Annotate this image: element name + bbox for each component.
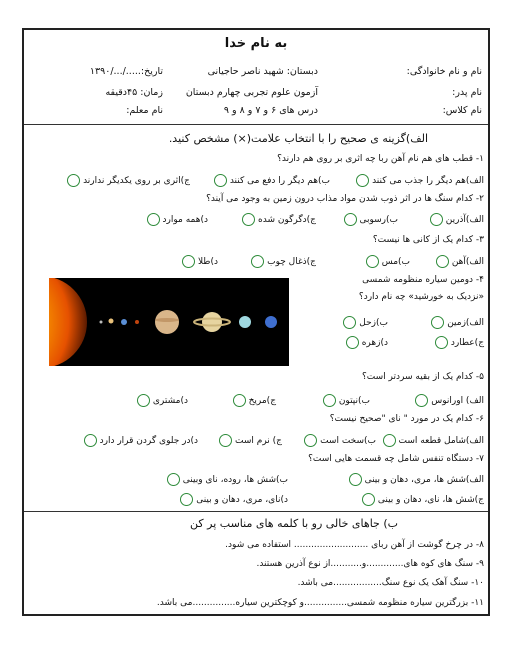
option-label: الف)آذرین	[445, 215, 484, 225]
section-b-heading: ب) جاهای خالی رو با کلمه های مناسب پر کن	[190, 517, 398, 530]
answer-circle-icon[interactable]	[182, 255, 195, 268]
fill-blank-9: ۹- سنگ های کوه های.............و...........از نوع آذرین هستند.	[256, 559, 484, 569]
option-label: ب)هم دیگر را دفع می کنند	[229, 176, 330, 186]
question-3: ۳- کدام یک از کانی ها نیست؟	[372, 235, 484, 245]
answer-circle-icon[interactable]	[242, 213, 255, 226]
option-label: ج)ذغال چوب	[267, 257, 316, 267]
q3-option-c[interactable]	[251, 255, 316, 268]
q2-option-a[interactable]	[430, 213, 484, 226]
q5-option-a[interactable]	[415, 394, 484, 407]
option-label: الف) اورانوس	[431, 396, 484, 406]
option-label: د)در جلوی گردن قرار دارد	[99, 436, 198, 446]
q3-option-a[interactable]	[436, 255, 484, 268]
q1-option-c[interactable]	[67, 174, 190, 187]
solar-system-image	[49, 278, 289, 366]
answer-circle-icon[interactable]	[147, 213, 160, 226]
answer-circle-icon[interactable]	[435, 336, 448, 349]
answer-circle-icon[interactable]	[436, 255, 449, 268]
answer-circle-icon[interactable]	[415, 394, 428, 407]
option-label: د)نای، مری، دهان و بینی	[196, 495, 288, 505]
lessons-covered: درس های ۶ و ۷ و ۸ و ۹	[223, 105, 318, 116]
answer-circle-icon[interactable]	[251, 255, 264, 268]
option-label: ج)شش ها، نای، دهان و بینی	[377, 495, 484, 505]
q4-option-b[interactable]	[343, 316, 388, 329]
option-label: الف)شش ها، مری، دهان و بینی	[364, 475, 484, 485]
q4-option-d[interactable]	[346, 336, 388, 349]
q7-option-b[interactable]	[167, 473, 288, 486]
option-label: ج) نرم است	[235, 436, 282, 446]
option-label: د)زهره	[361, 338, 388, 348]
option-label: ج)اثری بر روی یکدیگر ندارند	[83, 176, 190, 186]
question-6: ۶- کدام یک در مورد " نای "صحیح نیست؟	[329, 414, 484, 424]
exam-sheet	[22, 28, 490, 616]
question-4-sub: «نزدیک به خورشید» چه نام دارد؟	[358, 292, 484, 302]
page-title: به نام خدا	[224, 36, 288, 51]
header-divider	[24, 124, 488, 125]
section-divider	[24, 511, 488, 512]
exam-duration: زمان: ۴۵دقیقه	[105, 87, 163, 98]
q3-option-b[interactable]	[366, 255, 410, 268]
q1-option-b[interactable]	[214, 174, 330, 187]
school-name: دبستان: شهید ناصر حاجیانی	[207, 66, 318, 77]
q6-option-a[interactable]	[383, 434, 484, 447]
father-name-label: نام پدر:	[452, 87, 482, 98]
option-label: د)مشتری	[152, 396, 188, 406]
option-label: ب)سخت است	[320, 436, 376, 446]
q4-option-a[interactable]	[431, 316, 484, 329]
student-name-label: نام و نام خانوادگی:	[406, 66, 482, 77]
answer-circle-icon[interactable]	[233, 394, 246, 407]
class-name-label: نام کلاس:	[442, 105, 482, 116]
fill-blank-8: ۸- در چرخ گوشت از آهن ربای .......................... استفاده می شود.	[225, 540, 484, 550]
answer-circle-icon[interactable]	[362, 493, 375, 506]
q7-option-a[interactable]	[349, 473, 484, 486]
q2-option-b[interactable]	[344, 213, 398, 226]
answer-circle-icon[interactable]	[366, 255, 379, 268]
option-label: ب)مس	[381, 257, 410, 267]
option-label: الف)هم دیگر را جذب می کنند	[372, 176, 484, 186]
question-7: ۷- دستگاه تنفس شامل چه قسمت هایی است؟	[308, 454, 484, 464]
option-label: ب)شش ها، روده، نای وبینی	[182, 475, 288, 485]
option-label: ج)دگرگون شده	[258, 215, 316, 225]
option-label: د)همه موارد	[162, 215, 208, 225]
answer-circle-icon[interactable]	[344, 213, 357, 226]
question-1: ۱- قطب های هم نام آهن ربا چه اثری بر روی هم دارند؟	[277, 154, 484, 164]
fill-blank-11: ۱۱- بزرگترین سیاره منظومه شمسی...............و کوچکترین سیاره...............می باشد.	[156, 598, 484, 608]
answer-circle-icon[interactable]	[304, 434, 317, 447]
q7-option-c[interactable]	[362, 493, 484, 506]
answer-circle-icon[interactable]	[167, 473, 180, 486]
q2-option-d[interactable]	[147, 213, 208, 226]
q3-option-d[interactable]	[182, 255, 218, 268]
date-field: تاریخ:...../.../۱۳۹۰	[89, 66, 163, 77]
answer-circle-icon[interactable]	[84, 434, 97, 447]
question-2: ۲- کدام سنگ ها در اثر ذوب شدن مواد مذاب درون زمین به وجود می آیند؟	[206, 194, 484, 204]
option-label: ب)رسوبی	[359, 215, 398, 225]
section-a-heading: الف)گزینه ی صحیح را با انتخاب علامت(×) مشخص کنید.	[168, 132, 428, 145]
answer-circle-icon[interactable]	[430, 213, 443, 226]
option-label: ب)نپتون	[338, 396, 370, 406]
answer-circle-icon[interactable]	[323, 394, 336, 407]
fill-blank-10: ۱۰- سنگ آهک یک نوع سنگ.................می باشد.	[297, 578, 484, 588]
question-4: ۴- دومین سیاره منظومه شمسی	[362, 275, 484, 285]
option-label: الف)آهن	[451, 257, 484, 267]
option-label: ب)زحل	[359, 318, 388, 328]
exam-title: آزمون علوم تجربی چهارم دبستان	[185, 87, 318, 98]
option-label: ج)مریخ	[248, 396, 276, 406]
q1-option-a[interactable]	[356, 174, 484, 187]
q5-option-d[interactable]	[137, 394, 188, 407]
option-label: الف)شامل قطعه است	[398, 436, 484, 446]
answer-circle-icon[interactable]	[137, 394, 150, 407]
answer-circle-icon[interactable]	[67, 174, 80, 187]
q7-option-d[interactable]	[180, 493, 288, 506]
q6-option-c[interactable]	[219, 434, 282, 447]
answer-circle-icon[interactable]	[214, 174, 227, 187]
q4-option-c[interactable]	[435, 336, 484, 349]
option-label: ج)عطارد	[450, 338, 484, 348]
q6-option-d[interactable]	[84, 434, 198, 447]
solar-system-illustration	[49, 278, 289, 366]
option-label: د)طلا	[197, 257, 218, 267]
q5-option-c[interactable]	[233, 394, 276, 407]
q2-option-c[interactable]	[242, 213, 316, 226]
answer-circle-icon[interactable]	[343, 316, 356, 329]
answer-circle-icon[interactable]	[219, 434, 232, 447]
answer-circle-icon[interactable]	[356, 174, 369, 187]
option-label: الف)زمین	[447, 318, 484, 328]
answer-circle-icon[interactable]	[383, 434, 396, 447]
answer-circle-icon[interactable]	[180, 493, 193, 506]
answer-circle-icon[interactable]	[349, 473, 362, 486]
q5-option-b[interactable]	[323, 394, 370, 407]
teacher-name-label: نام معلم:	[126, 105, 163, 116]
answer-circle-icon[interactable]	[431, 316, 444, 329]
q6-option-b[interactable]	[304, 434, 376, 447]
question-5: ۵- کدام یک از بقیه سردتر است؟	[362, 372, 484, 382]
answer-circle-icon[interactable]	[346, 336, 359, 349]
